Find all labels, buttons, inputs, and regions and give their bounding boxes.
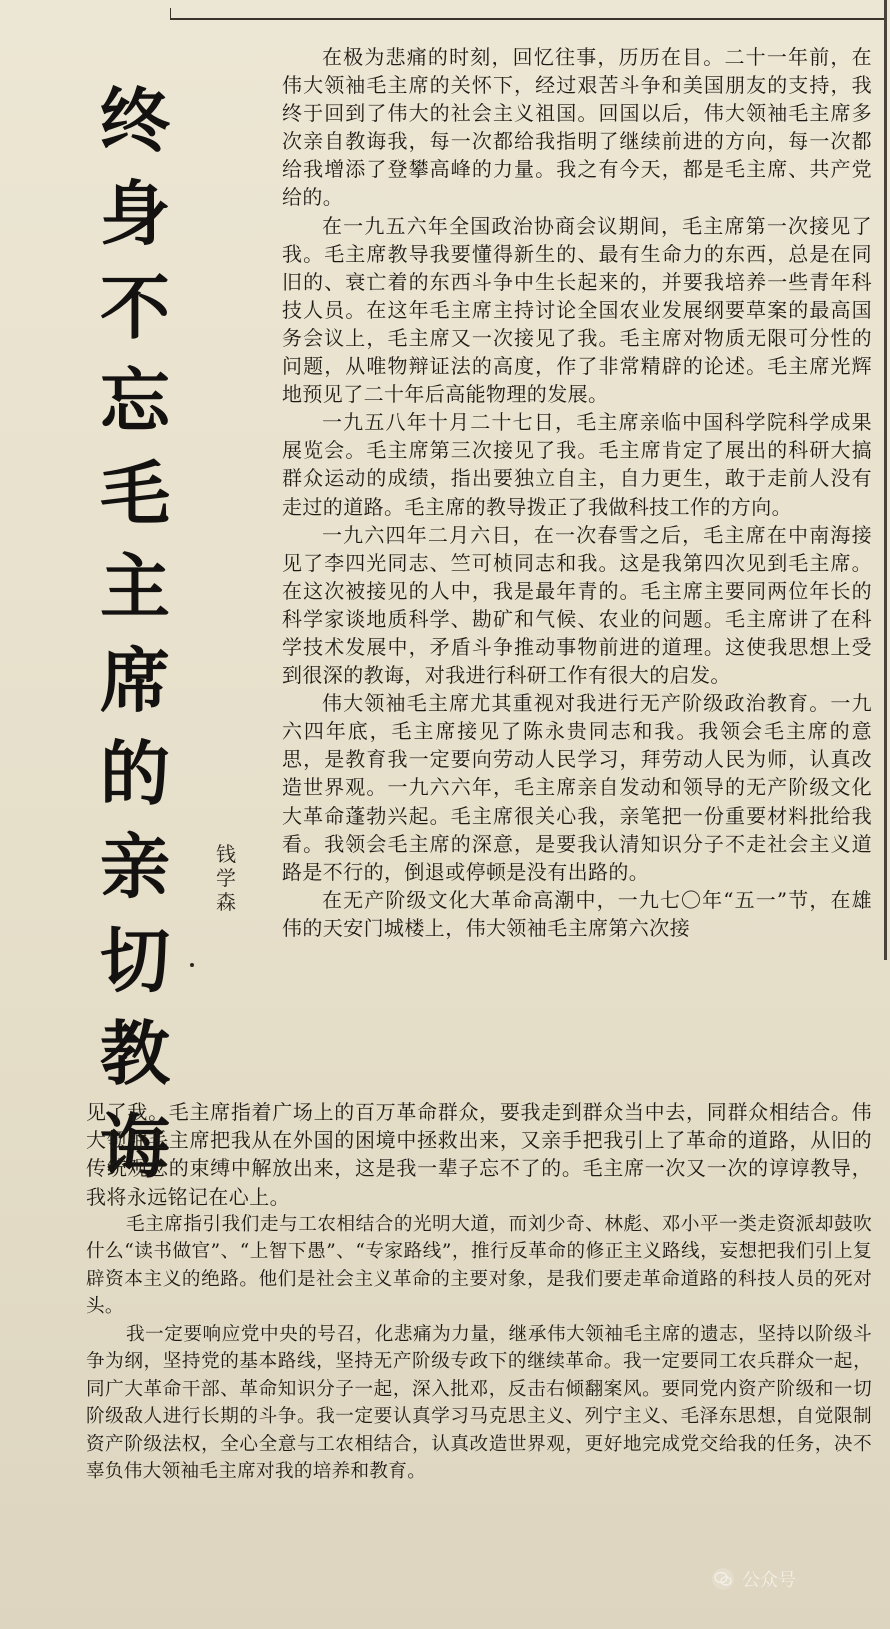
watermark — [712, 1565, 796, 1593]
column-rule-right — [884, 0, 887, 960]
headline-char: 毛 — [100, 453, 170, 536]
body-paragraph: 伟大领袖毛主席尤其重视对我进行无产阶级政治教育。一九六四年底，毛主席接见了陈永贵同志和我。我领会毛主席的意思，是教育我一定要向劳动人民学习，拜劳动人民为师，认真改造世界观。一九六六年，毛主席亲自发动和领导的无产阶级文化大革命蓬勃兴起。毛主席很关心我，亲笔把一份重要材料批给我看。我领会毛主席的深意，是要我认清知识分子不走社会主义道路是不行的，倒退或停顿是没有出路的。 — [282, 691, 872, 884]
article-body-full-width — [86, 1098, 872, 1486]
headline-char: 诲 — [100, 1106, 170, 1189]
headline-char: 切 — [100, 919, 170, 1002]
headline-char: 不 — [100, 266, 170, 349]
body-paragraph: 一九五八年十月二十七日，毛主席亲临中国科学院科学成果展览会。毛主席第三次接见了我。毛主席肯定了展出的科研大搞群众运动的成绩，指出要独立自主，自力更生，敢于走前人没有走过的道路。毛主席的教导拨正了我做科技工作的方向。 — [282, 410, 872, 519]
article-body-right-column — [282, 43, 872, 942]
headline-char: 终 — [100, 80, 170, 162]
wechat-icon — [712, 1568, 734, 1590]
body-paragraph: 在极为悲痛的时刻，回忆往事，历历在目。二十一年前，在伟大领袖毛主席的关怀下，经过艰苦斗争和美国朋友的支持，我终于回到了伟大的社会主义祖国。回国以后，伟大领袖毛主席多次亲自教诲我，每一次都给我指明了继续前进的方向，每一次都给我增添了登攀高峰的力量。我之有今天，都是毛主席、共产党给的。 — [282, 45, 872, 210]
headline-char: 忘 — [100, 359, 170, 442]
author-byline — [213, 842, 239, 914]
headline-char: 主 — [100, 546, 170, 629]
body-paragraph: 在无产阶级文化大革命高潮中，一九七〇年“五一”节，在雄伟的天安门城楼上，伟大领袖毛主席第六次接 — [282, 887, 872, 940]
body-paragraph: 我一定要响应党中央的号召，化悲痛为力量，继承伟大领袖毛主席的遗志，坚持以阶级斗争为纲，坚持党的基本路线，坚持无产阶级专政下的继续革命。我一定要同工农兵群众一起，同广大革命干部、革命知识分子一起，深入批邓，反击右倾翻案风。要同党内资产阶级和一切阶级敌人进行长期的斗争。我一定要认真学习马克思主义、列宁主义、毛泽东思想，自觉限制资产阶级法权，全心全意与工农相结合，认真改造世界观，更好地完成党交给我的任务，决不辜负伟大领袖毛主席对我的培养和教育。 — [86, 1323, 872, 1483]
column-rule-top — [170, 18, 885, 20]
author-char: 钱 — [216, 842, 236, 866]
print-speck — [190, 963, 194, 967]
column-rule-tick — [170, 8, 171, 20]
body-paragraph: 一九六四年二月六日，在一次春雪之后，毛主席在中南海接见了李四光同志、竺可桢同志和我。这是我第四次见到毛主席。在这次被接见的人中，我是最年青的。毛主席主要同两位年长的科学家谈地质科学、勘矿和气候、农业的问题。毛主席讲了在科学技术发展中，矛盾斗争推动事物前进的道理。这使我思想上受到很深的教诲，对我进行科研工作有很大的启发。 — [282, 522, 872, 688]
headline-char: 教 — [100, 1012, 170, 1095]
watermark-text: 公众号 — [742, 1570, 796, 1591]
headline-char: 的 — [100, 733, 170, 816]
body-paragraph: 在一九五六年全国政治协商会议期间，毛主席第一次接见了我。毛主席教导我要懂得新生的、最有生命力的东西，总是在同旧的、衰亡着的东西斗争中生长起来的，并要我培养一些青年科技人员。在这年毛主席主持讨论全国农业发展纲要草案的最高国务会议上，毛主席又一次接见了我。毛主席对物质无限可分性的问题，从唯物辩证法的高度，作了非常精辟的论述。毛主席光辉地预见了二十年后高能物理的发展。 — [282, 213, 872, 407]
headline-char: 亲 — [100, 826, 170, 909]
body-paragraph: 见了我。毛主席指着广场上的百万革命群众，要我走到群众当中去，同群众相结合。伟大领袖毛主席把我从在外国的困境中拯救出来，又亲手把我引上了革命的道路，从旧的传统观念的束缚中解放出来，这是我一辈子忘不了的。毛主席一次又一次的谆谆教导，我将永远铭记在心上。 — [86, 1100, 872, 1209]
author-char: 学 — [216, 866, 236, 890]
article-headline — [95, 75, 175, 1195]
body-paragraph: 毛主席指引我们走与工农相结合的光明大道，而刘少奇、林彪、邓小平一类走资派却鼓吹什么“读书做官”、“上智下愚”、“专家路线”，推行反革命的修正主义路线，妄想把我们引上复辟资本主义的绝路。他们是社会主义革命的主要对象，是我们要走革命道路的科技人员的死对头。 — [86, 1213, 872, 1318]
headline-char: 席 — [100, 639, 170, 722]
headline-char: 身 — [100, 173, 170, 256]
author-char: 森 — [216, 890, 236, 914]
